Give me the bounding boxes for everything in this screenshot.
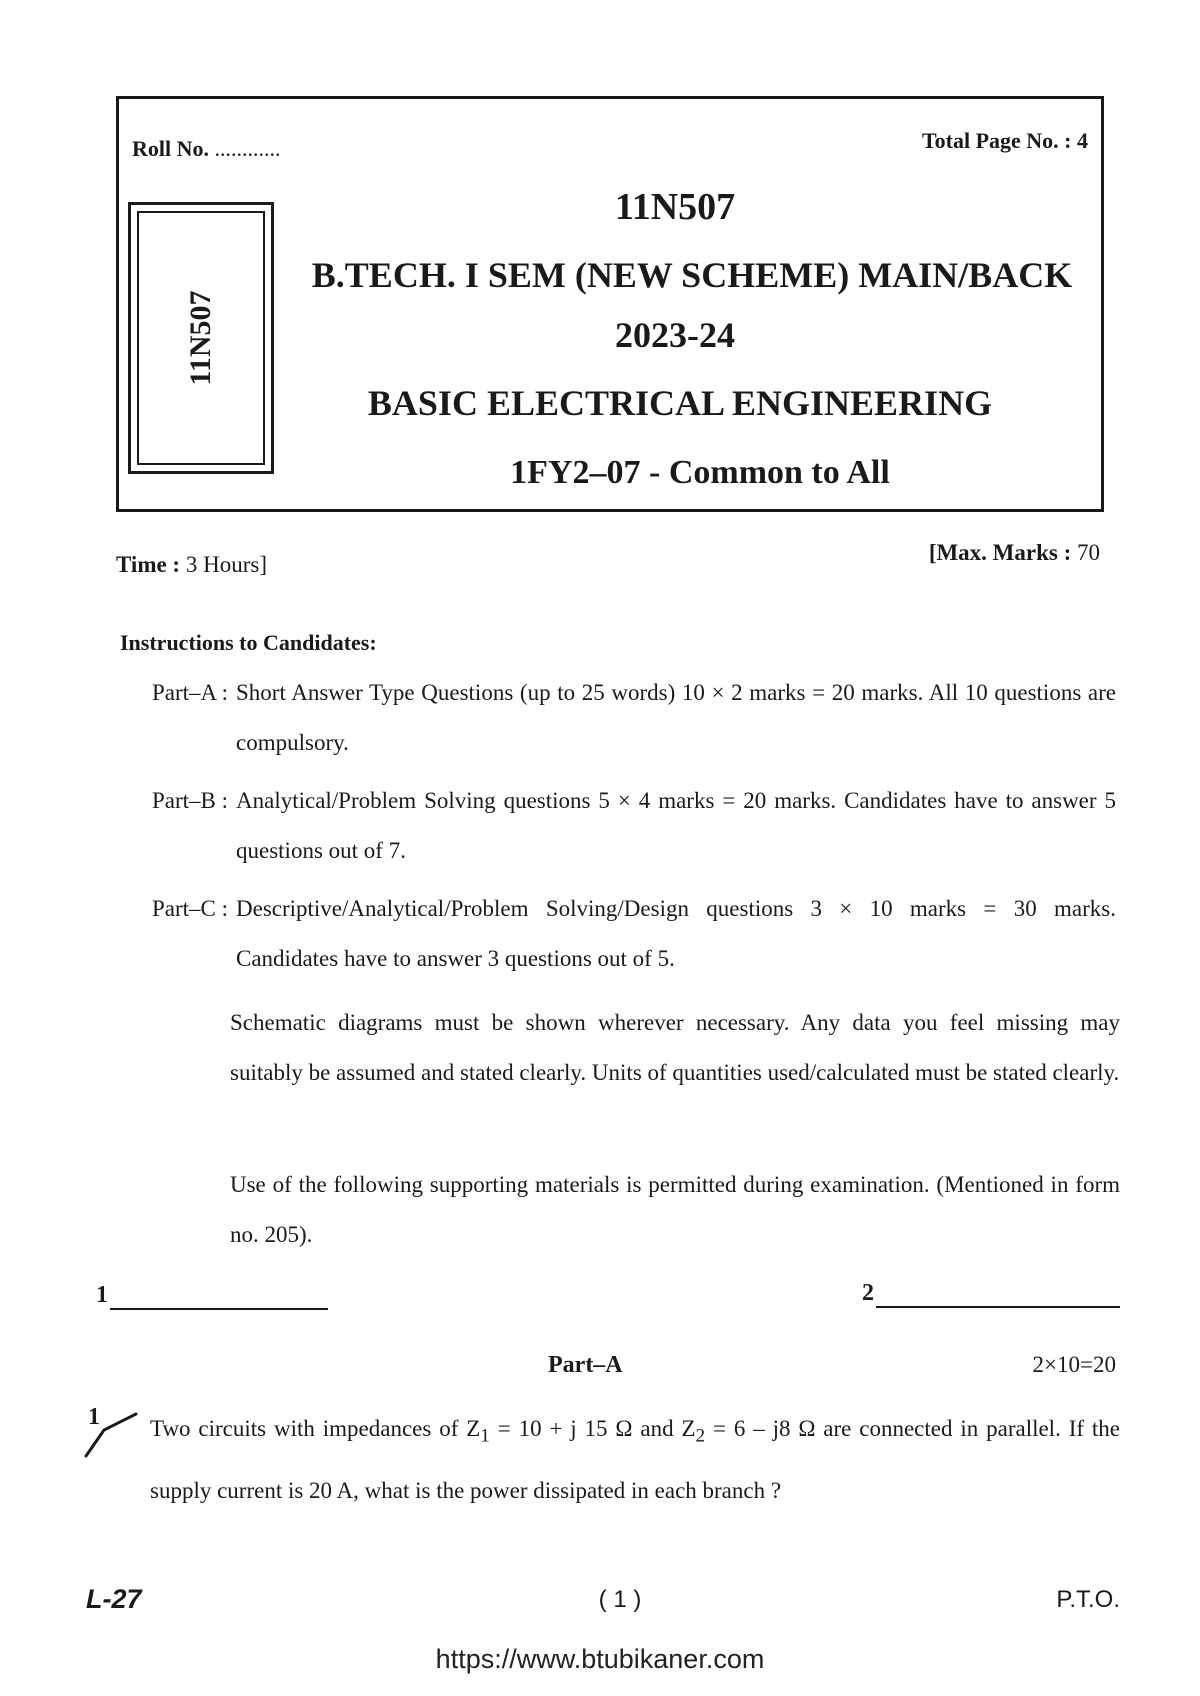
paper-code: 11N507: [614, 186, 736, 228]
part-a-marks: 2×10=20: [1032, 1352, 1116, 1377]
material-item-2-blank: [876, 1306, 1120, 1308]
page-number: ( 1 ): [598, 1586, 642, 1613]
part-a-heading: Part–A: [548, 1352, 623, 1378]
footer-code: L-27: [86, 1584, 142, 1614]
impedance-subscript: 1: [480, 1425, 490, 1447]
max-marks: [929, 540, 1100, 566]
part-text: Short Answer Type Questions (up to 25 words) 10 × 2 marks = 20 marks. All 10 questions are compulsory.: [236, 680, 1116, 755]
total-pages: Total Page No. : 4: [921, 128, 1088, 153]
question-text-part: Two circuits with impedances of Z: [150, 1416, 481, 1441]
instructions-title: Instructions to Candidates:: [120, 630, 377, 655]
exam-time: [116, 552, 267, 578]
part-text: Analytical/Problem Solving questions 5 × 4 marks = 20 marks. Candidates have to answer 5 questions out of 7.: [236, 788, 1116, 863]
marks-value: 70: [1071, 540, 1100, 565]
time-label: Time :: [116, 552, 181, 577]
course-title: B.TECH. I SEM (NEW SCHEME) MAIN/BACK: [311, 255, 1073, 295]
material-item-1-number: 1: [96, 1282, 108, 1308]
subject-code: 1FY2–07 - Common to All: [510, 454, 890, 491]
part-label: Part–A :: [151, 680, 228, 705]
subject-title: BASIC ELECTRICAL ENGINEERING: [367, 383, 993, 423]
part-label: Part–B :: [151, 788, 228, 813]
impedance-subscript: 2: [695, 1425, 706, 1447]
part-text: Descriptive/Analytical/Problem Solving/Design questions 3 × 10 marks = 30 marks. Candidates have to answer 3 questions out of 5.: [236, 896, 1116, 971]
roll-dots: ............: [209, 136, 281, 161]
question-number: 1: [88, 1404, 100, 1430]
instruction-note-diagrams: Schematic diagrams must be shown wherever necessary. Any data you feel missing may suitably be assumed and stated clearly. Units of quantities used/calculated must be stated clearly.: [230, 1010, 1120, 1085]
side-code: 11N507: [184, 290, 217, 386]
session: 2023-24: [615, 315, 735, 355]
roll-number: [132, 136, 281, 162]
part-label: Part–C :: [151, 896, 228, 921]
question-text-part: = 6 – j8 Ω are connected in parallel. If the supply current is 20 A, what is the power dissipated in each branch ?: [150, 1416, 1120, 1503]
material-item-1-blank: [110, 1308, 328, 1310]
question-text-part: = 10 + j 15 Ω and Z: [489, 1416, 696, 1441]
question-text: [150, 1402, 1120, 1518]
handwritten-tick-icon: [84, 1410, 140, 1460]
material-item-2-number: 2: [862, 1280, 874, 1306]
roll-label: Roll No.: [132, 136, 209, 161]
website-url: https://www.btubikaner.com: [435, 1644, 765, 1674]
marks-label: [Max. Marks :: [928, 540, 1072, 565]
pto-label: P.T.O.: [1056, 1586, 1120, 1613]
time-value: 3 Hours]: [180, 552, 267, 577]
instruction-note-materials: Use of the following supporting materials is permitted during examination. (Mentioned in form no. 205).: [230, 1172, 1120, 1247]
side-code-box: [128, 202, 274, 474]
